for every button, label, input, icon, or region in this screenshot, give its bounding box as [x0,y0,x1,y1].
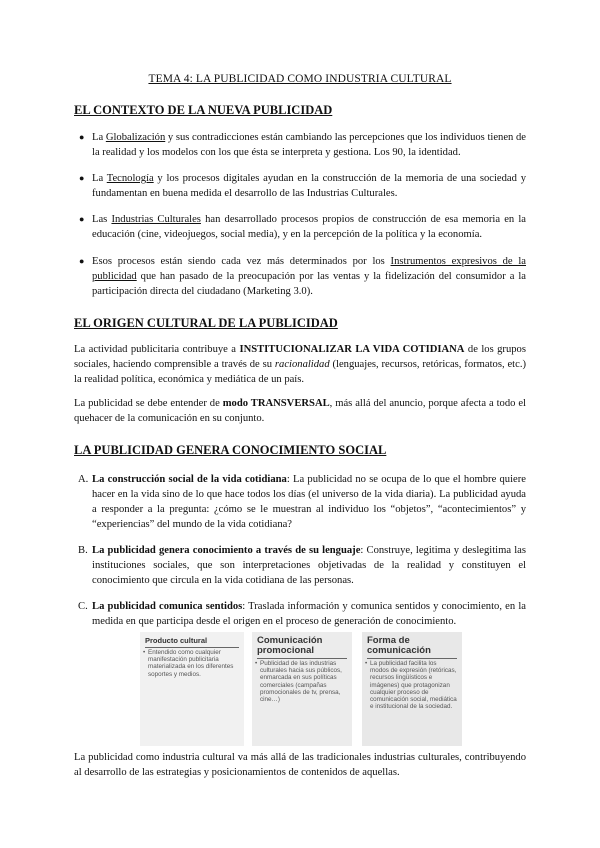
bold-text: INSTITUCIONALIZAR LA VIDA COTIDIANA [239,344,465,355]
bullet-icon: ● [79,256,85,266]
column-text: • Publicidad de las industrias culturales hacia sus públicos, enmarcada en sus políticas comerciales (campañas promocionales de tv, prensa, cine…) [252,659,352,703]
item-text: Las [92,214,112,225]
item-underlined: Tecnología [106,173,154,184]
item-text: La [92,132,106,143]
bold-text: La publicidad comunica sentidos [92,601,243,612]
bullet-icon: ● [79,132,85,142]
text: La actividad publicitaria contribuye a [74,344,240,355]
bold-text: modo TRANSVERSAL [222,398,330,409]
diagram-column-producto [140,632,244,746]
column-heading: Forma de comunicación [367,635,431,656]
italic-text: racionalidad [274,359,330,370]
list-item [79,130,526,160]
column-text: • Entendido como cualquier manifestación publicitaria materializada en los diferentes soportes y medios. [140,648,244,678]
item-text: y sus contradicciones están cambiando las percepciones que los individuos tienen de la realidad y los modelos con los que ésta se interpreta y gestiona. Los 90, la identidad. [92,132,526,158]
paragraph [74,342,526,387]
bullet-icon: ● [79,173,85,183]
item-text: : Construye, legitima y deslegitima las instituciones sociales, que son interpretaciones objetivadas de la realidad y constituyen el conocimiento que circula en la vida cotidiana de las personas. [92,545,526,586]
paragraph [74,396,526,426]
section-heading-origin: EL ORIGEN CULTURAL DE LA PUBLICIDAD [74,316,338,330]
bold-text: La publicidad genera conocimiento a través de su lenguaje [92,545,361,556]
diagram [140,632,457,746]
column-heading: Comunicación promocional [257,635,323,656]
list-item [78,599,526,629]
section-heading-knowledge: LA PUBLICIDAD GENERA CONOCIMIENTO SOCIAL [74,443,387,457]
item-text: Esos procesos están siendo cada vez más determinados por los [92,256,391,267]
item-letter: A. [78,474,89,485]
list-item [78,472,526,532]
list-item [78,543,526,588]
item-letter: C. [78,601,88,612]
list-item [79,254,527,299]
item-letter: B. [78,545,88,556]
item-text: La [92,173,107,184]
item-text: y los procesos digitales ayudan en la construcción de la memoria de una sociedad y fundamentan en buena medida el desarrollo de las Industrias Culturales. [92,173,526,199]
text: de los grupos sociales, haciendo comprensible a través de su [74,344,526,370]
column-text: • La publicidad facilita los modos de expresión (retóricas, recursos lingüísticos e imágenes) que protagonizan cualquier proceso de comunicación social, mediática e institucional de la sociedad. [362,659,462,710]
text: , más allá del anuncio, porque afecta a todo el quehacer de la comunicación en su conjunto. [74,398,527,424]
column-heading: Producto cultural [145,636,208,645]
item-underlined: Globalización [105,132,166,143]
bold-text: La construcción social de la vida cotidiana [92,474,287,485]
closing-paragraph: La publicidad como industria cultural va más allá de las tradicionales industrias culturales, contribuyendo al desarrollo de las estrategias y posicionamientos de contenidos de aquellas. [74,752,526,778]
document-title: TEMA 4: LA PUBLICIDAD COMO INDUSTRIA CULTURAL [148,73,452,85]
diagram-column-forma [362,632,462,746]
item-text: : La publicidad no se ocupa de lo que el hombre quiere hacer en la vida sino de lo que hace todos los días (el universo de la vida diaria). La publicidad ayuda a responder a la pregunta: ¿cómo se le muestran al individuo los “objetos”, “acontecimientos” y “experiencias” del mundo de la vida cotidiana? [92,474,526,530]
section-heading-context: EL CONTEXTO DE LA NUEVA PUBLICIDAD [74,103,333,117]
list-item [79,171,526,201]
item-text: : Traslada información y comunica sentidos y conocimiento, en la medida en que participa desde el origen en el proceso de generación de conocimiento. [92,601,526,627]
text: (lenguajes, recursos, retóricas, formatos, etc.) la realidad política, económica y mediática de un país. [74,359,526,385]
item-underlined: Industrias Culturales [111,214,201,225]
bullet-icon: ● [79,214,85,224]
item-text: han desarrollado procesos propios de construcción de esa memoria en la educación (cine, videojuegos, social media), y en la percepción de la política y la economía. [92,214,526,240]
item-underlined: Instrumentos expresivos de la publicidad [92,256,527,282]
text: La publicidad se debe entender de [74,398,223,409]
diagram-column-comunicacion [252,632,352,746]
list-item [79,212,526,242]
item-text: que han pasado de la preocupación por las ventas y la fidelización del consumidor a la participación directa del ciudadano (Marketing 3.0). [92,271,526,297]
